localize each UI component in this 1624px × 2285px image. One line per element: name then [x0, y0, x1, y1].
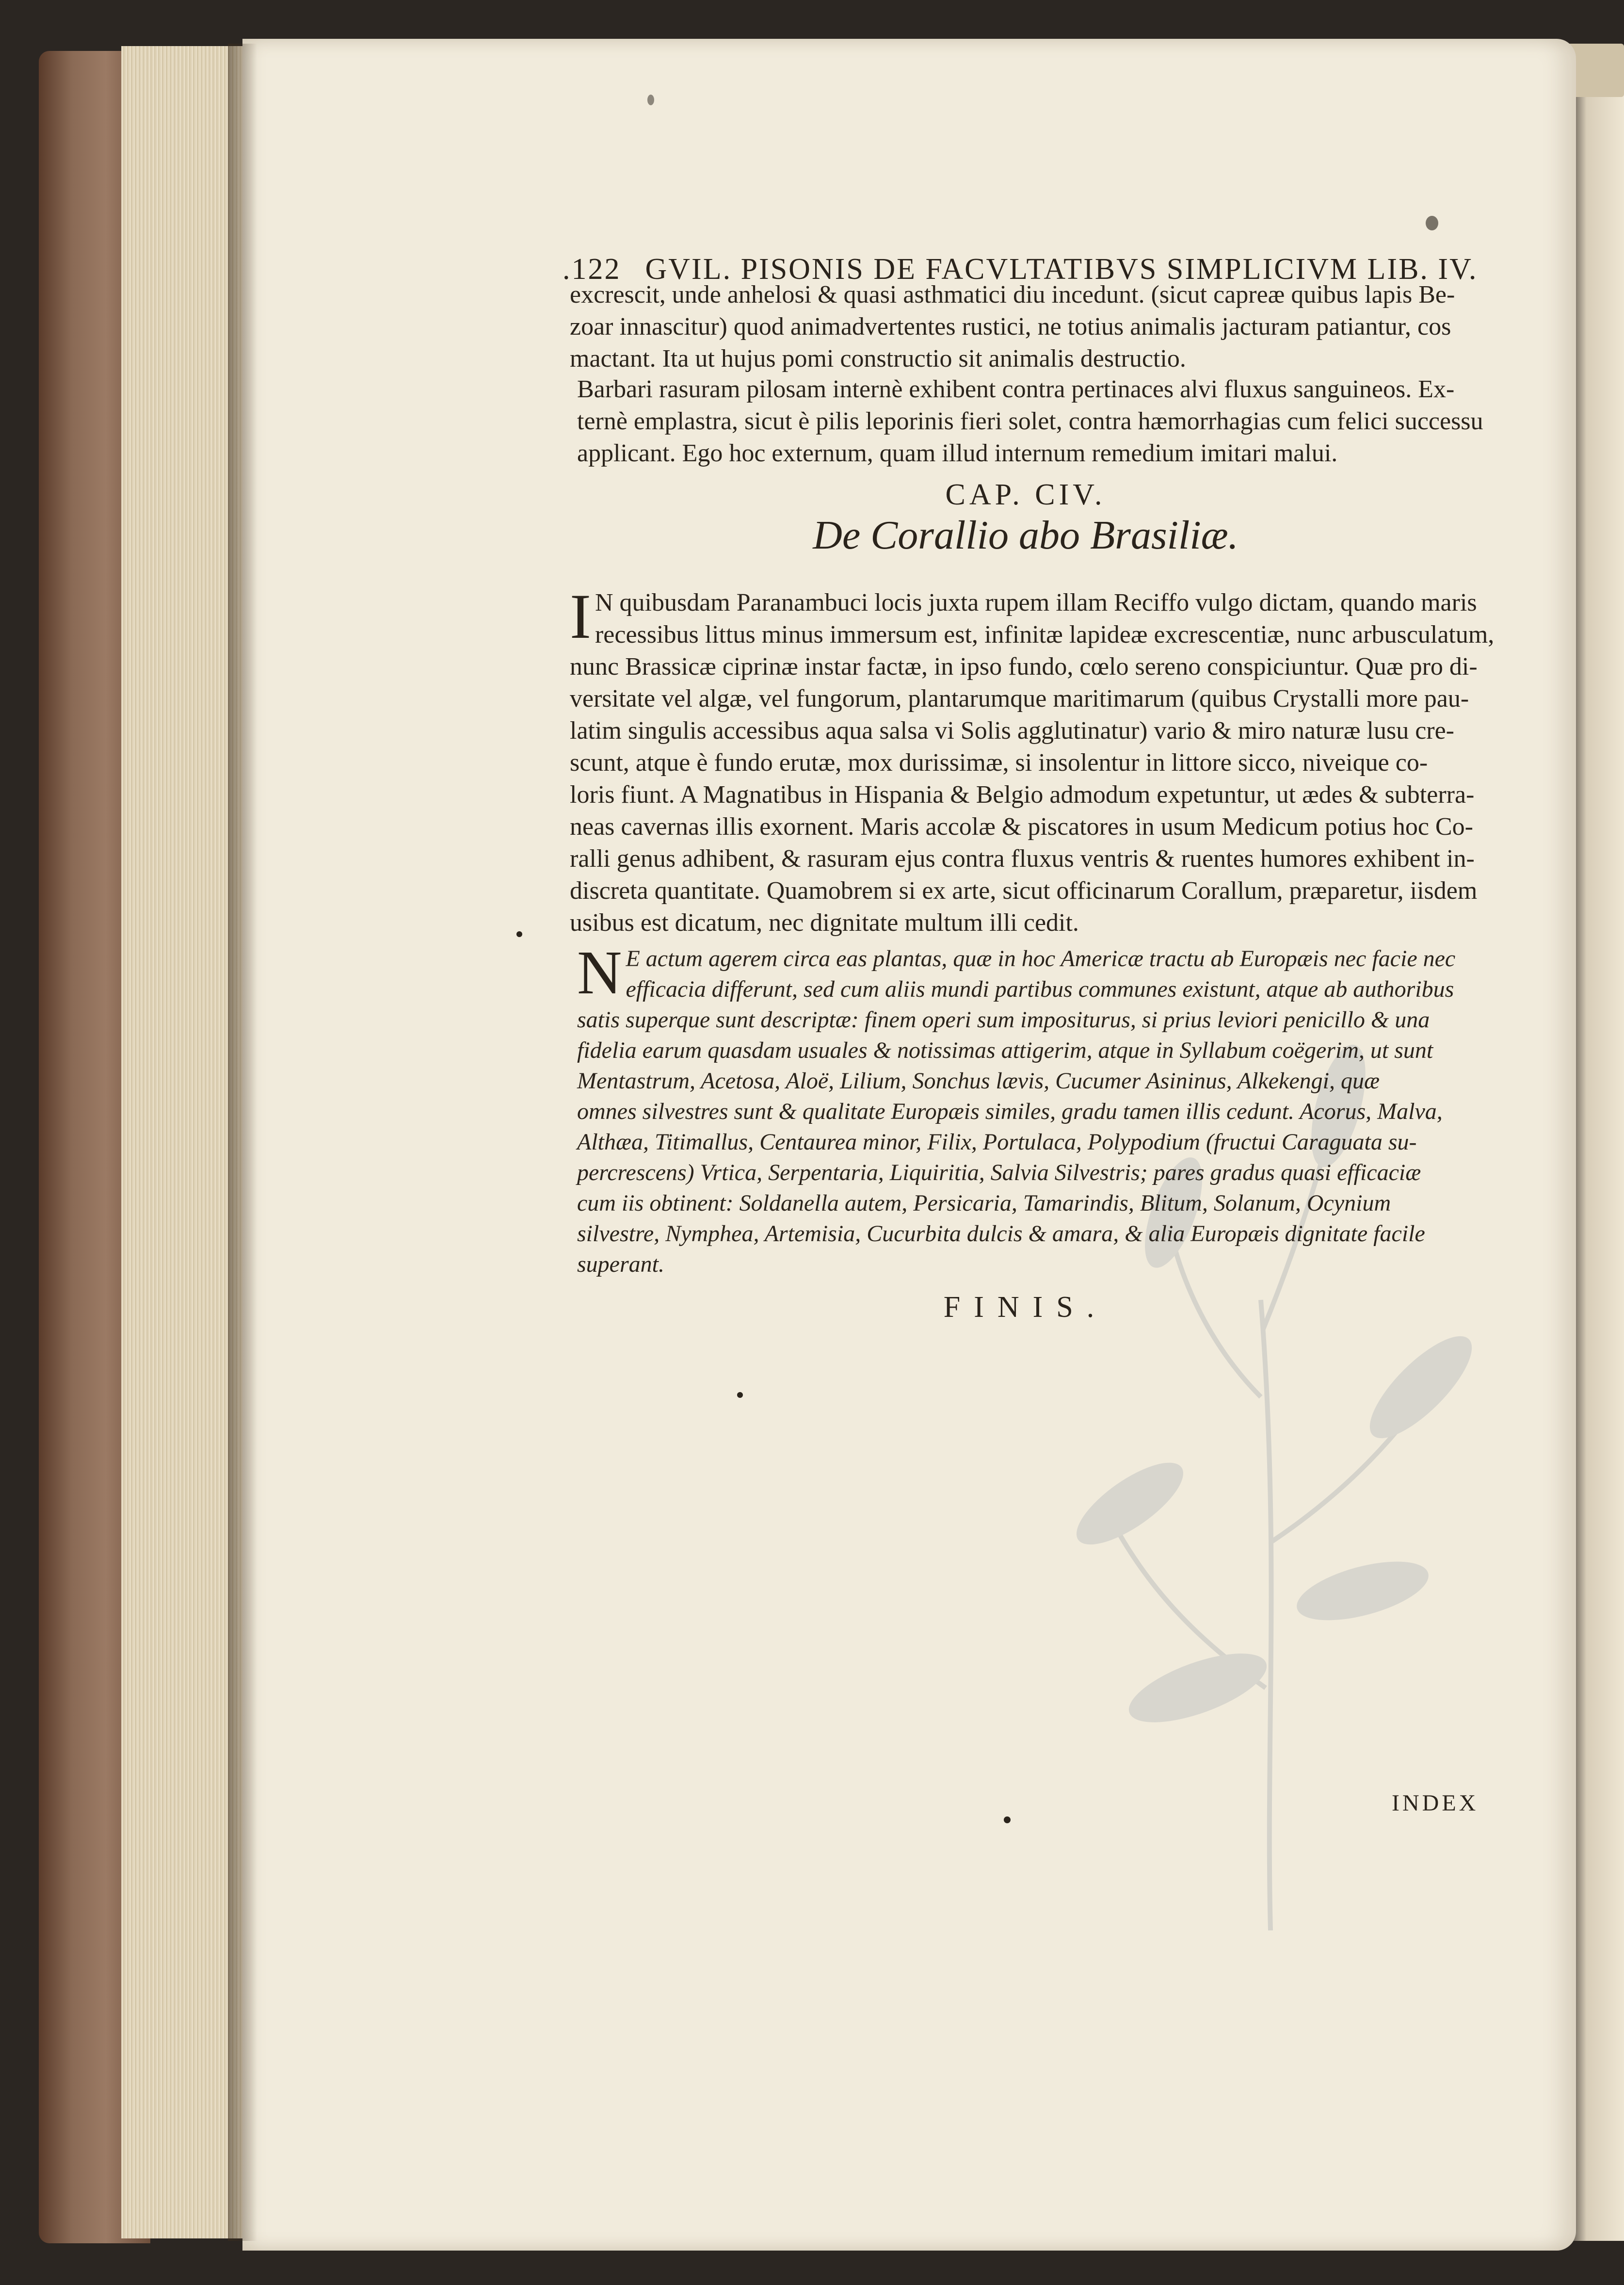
text-line: Barbari rasuram pilosam internè exhibent contra pertinaces alvi fluxus sanguineos. Ex- [577, 375, 1455, 403]
opening-paragraph [570, 279, 1481, 375]
text-line: applicant. Ego hoc externum, quam illud internum remedium imitari malui. [577, 439, 1338, 467]
chapter-label: CAP. CIV. [945, 478, 1106, 511]
text-line: versitate vel algæ, vel fungorum, plantarumque maritimarum (quibus Crystalli more pau- [570, 685, 1469, 713]
finis-block [570, 1290, 1481, 1329]
text-line: cum iis obtinent: Soldanella autem, Persicaria, Tamarindis, Blitum, Solanum, Ocynium [577, 1190, 1391, 1216]
ink-speck [1426, 216, 1438, 230]
text-line: ternè emplastra, sicut è pilis leporinis fieri solet, contra hæmorrhagias cum felici successu [577, 407, 1483, 435]
second-paragraph [577, 373, 1484, 470]
text-line: ralli genus adhibent, & rasuram ejus contra fluxus ventris & ruentes humores exhibent in- [570, 845, 1475, 873]
ink-speck [737, 1392, 743, 1398]
text-line: Althæa, Titimallus, Centaurea minor, Filix, Portulaca, Polypodium (fructui Caraguata su- [577, 1129, 1417, 1155]
ink-speck [647, 95, 654, 105]
chapter-title: De Corallio abo Brasiliæ. [813, 513, 1238, 558]
running-title: GVIL. PISONIS DE FACVLTATIBVS SIMPLICIVM LIB. IV. [645, 253, 1478, 286]
catchword: INDEX [1392, 1790, 1479, 1816]
text-line: efficacia differunt, sed cum aliis mundi partibus communes existunt, atque ab authoribus [626, 976, 1454, 1002]
finis-text: FINIS. [943, 1291, 1108, 1324]
text-line: fidelia earum quasdam usuales & notissimas attigerim, atque in Syllabum coëgerim, ut sunt [577, 1037, 1433, 1063]
page-edges [121, 46, 242, 2238]
drop-cap: I [570, 581, 591, 652]
text-line: discreta quantitate. Quamobrem si ex arte, sicut officinarum Corallum, præparetur, iisdem [570, 877, 1478, 905]
ink-speck [1004, 1816, 1011, 1823]
text-line: mactant. Ita ut hujus pomi constructio sit animalis destructio. [570, 345, 1186, 373]
text-line: usibus est dicatum, nec dignitate multum illi cedit. [570, 909, 1079, 937]
text-line: silvestre, Nymphea, Artemisia, Cucurbita dulcis & amara, & alia Europæis dignitate facile [577, 1221, 1425, 1247]
text-line: N quibusdam Paranambuci locis juxta rupem illam Reciffo vulgo dictam, quando maris [595, 589, 1477, 616]
text-line: E actum agerem circa eas plantas, quæ in hoc Americæ tractu ab Europæis nec facie nec [626, 946, 1456, 972]
text-line: Mentastrum, Acetosa, Aloë, Lilium, Sonchus lævis, Cucumer Asininus, Alkekengi, quæ [577, 1068, 1380, 1094]
text-line: zoar innascitur) quod animadvertentes rustici, ne totius animalis jacturam patiantur, cos [570, 313, 1451, 340]
text-line: nunc Brassicæ ciprinæ instar factæ, in ipso fundo, cœlo sereno conspiciuntur. Quæ pro di- [570, 653, 1478, 681]
text-line: neas cavernas illis exornent. Maris accolæ & piscatores in usum Medicum potius hoc Co- [570, 813, 1473, 841]
chapter-heading [570, 478, 1481, 575]
gutter-shadow [228, 44, 257, 2241]
chapter-paragraph [570, 581, 1495, 939]
text-line: loris fiunt. A Magnatibus in Hispania & Belgio admodum expetuntur, ut ædes & subterra- [570, 781, 1475, 809]
text-line: satis superque sunt descriptæ: finem operi sum impositurus, si prius leviori penicillo & una [577, 1007, 1430, 1033]
ink-speck [516, 931, 522, 937]
drop-cap: N [577, 938, 622, 1007]
text-line: percrescens) Vrtica, Serpentaria, Liquiritia, Salvia Silvestris; pares gradus quasi efficaciæ [577, 1160, 1421, 1185]
text-line: omnes silvestres sunt & qualitate Europæis similes, gradu tamen illis cedunt. Acorus, Malva, [577, 1099, 1443, 1124]
text-line: recessibus littus minus immersum est, infinitæ lapideæ excrescentiæ, nunc arbusculatum, [595, 621, 1495, 648]
text-line: scunt, atque è fundo erutæ, mox durissimæ, si insolentur in littore sicco, niveique co- [570, 749, 1428, 777]
italic-paragraph [577, 938, 1479, 1280]
text-line: excrescit, unde anhelosi & quasi asthmatici diu incedunt. (sicut capreæ quibus lapis Be- [570, 281, 1455, 308]
page-number: .122 [563, 253, 621, 286]
text-line: latim singulis accessibus aqua salsa vi Solis agglutinatur) vario & miro naturæ lusu cre- [570, 717, 1454, 745]
text-line: superant. [577, 1251, 664, 1277]
